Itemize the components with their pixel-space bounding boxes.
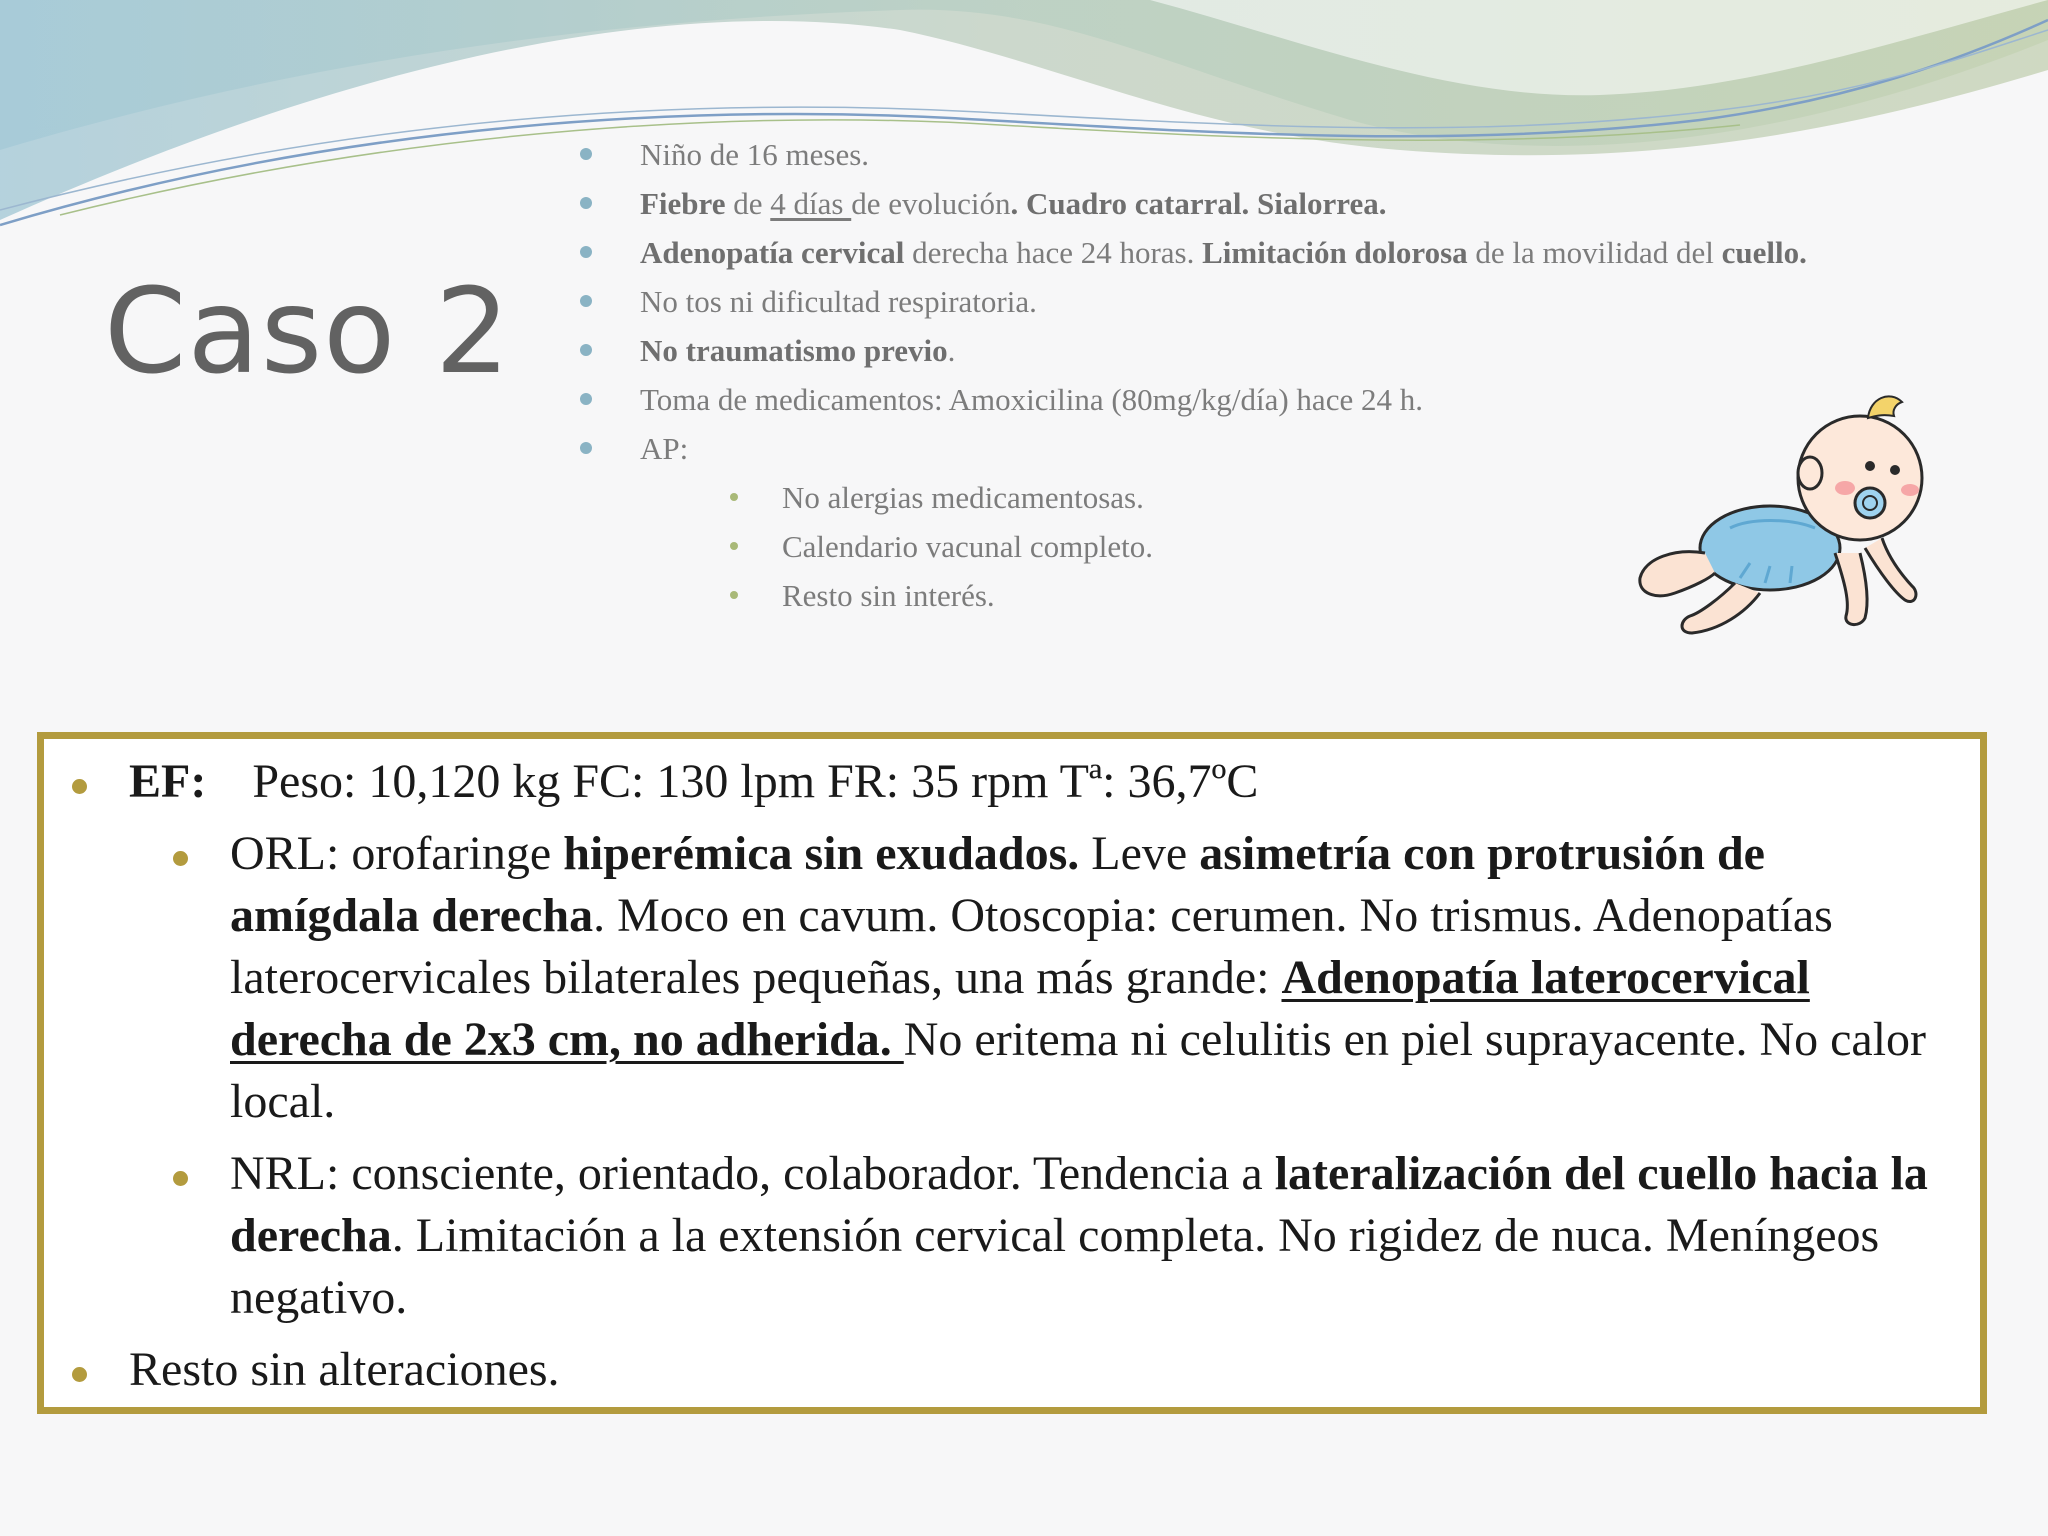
physical-exam-box xyxy=(37,732,1987,1414)
bullet-dot xyxy=(72,1367,87,1382)
text-segment: Leve xyxy=(1079,827,1200,880)
text-segment: . Limitación a la extensión cervical completa. No rigidez de nuca. Meníngeos negativo. xyxy=(230,1209,1880,1324)
text-segment: . Cuadro catarral. Sialorrea. xyxy=(1010,186,1387,221)
text-segment: de xyxy=(725,186,771,221)
case-summary-item xyxy=(580,232,1940,273)
text-segment: ORL: orofaringe xyxy=(230,827,564,880)
text-segment: lateralización del cuello hacia la derecha xyxy=(230,1147,1928,1262)
bullet-dot xyxy=(580,148,592,160)
text-segment: Adenopatía laterocervical derecha de 2x3 cm, no adherida. xyxy=(230,951,1810,1066)
bullet-dot xyxy=(173,851,188,866)
text-segment: cuello. xyxy=(1721,235,1807,270)
resto-text: Resto sin alteraciones. xyxy=(129,1343,560,1396)
text-segment: No tos ni dificultad respiratoria. xyxy=(640,284,1037,319)
ap-sub-item-text: Resto sin interés. xyxy=(782,578,995,613)
text-segment: Adenopatía cervical xyxy=(640,235,905,270)
text-segment: hiperémica sin exudados. xyxy=(563,827,1080,880)
text-segment: derecha hace 24 horas. xyxy=(904,235,1203,270)
slide-title: Caso 2 xyxy=(104,262,511,400)
bullet-dot xyxy=(580,295,592,307)
nrl-text xyxy=(230,1147,1928,1324)
text-segment: No eritema ni celulitis en piel suprayacente. No calor local. xyxy=(230,1013,1927,1128)
ap-sub-item-text: No alergias medicamentosas. xyxy=(782,480,1144,515)
text-segment: . Moco en cavum. Otoscopia: cerumen. No trismus. Adenopatías laterocervicales bilaterales pequeñas, una más grande: xyxy=(230,889,1833,1004)
physical-exam-list xyxy=(44,739,1980,1401)
case-summary-item xyxy=(580,281,1940,322)
text-segment: No traumatismo previo xyxy=(640,333,948,368)
bullet-dot xyxy=(730,591,738,599)
resto-item xyxy=(44,1339,1980,1401)
nrl-item xyxy=(44,1143,1980,1329)
case-summary-item xyxy=(580,183,1940,224)
case-summary-item xyxy=(580,134,1940,175)
bullet-dot xyxy=(580,197,592,209)
bullet-dot xyxy=(72,779,87,794)
text-segment: Fiebre xyxy=(640,186,726,221)
bullet-dot xyxy=(580,344,592,356)
bullet-dot xyxy=(730,493,738,501)
text-segment: Niño de 16 meses. xyxy=(640,137,870,172)
text-segment: asimetría con protrusión de amígdala derecha xyxy=(230,827,1765,942)
bullet-dot xyxy=(580,393,592,405)
orl-text xyxy=(230,827,1926,1128)
orl-item xyxy=(44,823,1980,1133)
ef-label: EF: xyxy=(129,755,207,808)
bullet-dot xyxy=(173,1171,188,1186)
text-segment: AP: xyxy=(640,431,689,466)
text-segment: de evolución xyxy=(851,186,1011,221)
bullet-dot xyxy=(580,246,592,258)
text-segment: 4 días xyxy=(770,186,852,221)
text-segment: de la movilidad del xyxy=(1467,235,1722,270)
text-segment: NRL: consciente, orientado, colaborador. Tendencia a xyxy=(230,1147,1275,1200)
text-segment: Toma de medicamentos: Amoxicilina (80mg/kg/día) hace 24 h. xyxy=(640,382,1423,417)
ap-sub-item-text: Calendario vacunal completo. xyxy=(782,529,1154,564)
case-summary-item xyxy=(580,330,1940,371)
text-segment: . xyxy=(947,333,956,368)
bullet-dot xyxy=(580,442,592,454)
text-segment: Limitación dolorosa xyxy=(1202,235,1468,270)
ef-item xyxy=(44,751,1980,813)
bullet-dot xyxy=(730,542,738,550)
crawling-baby-icon xyxy=(1620,378,1960,638)
vital-signs: Peso: 10,120 kg FC: 130 lpm FR: 35 rpm Tª: 36,7ºC xyxy=(252,755,1259,808)
